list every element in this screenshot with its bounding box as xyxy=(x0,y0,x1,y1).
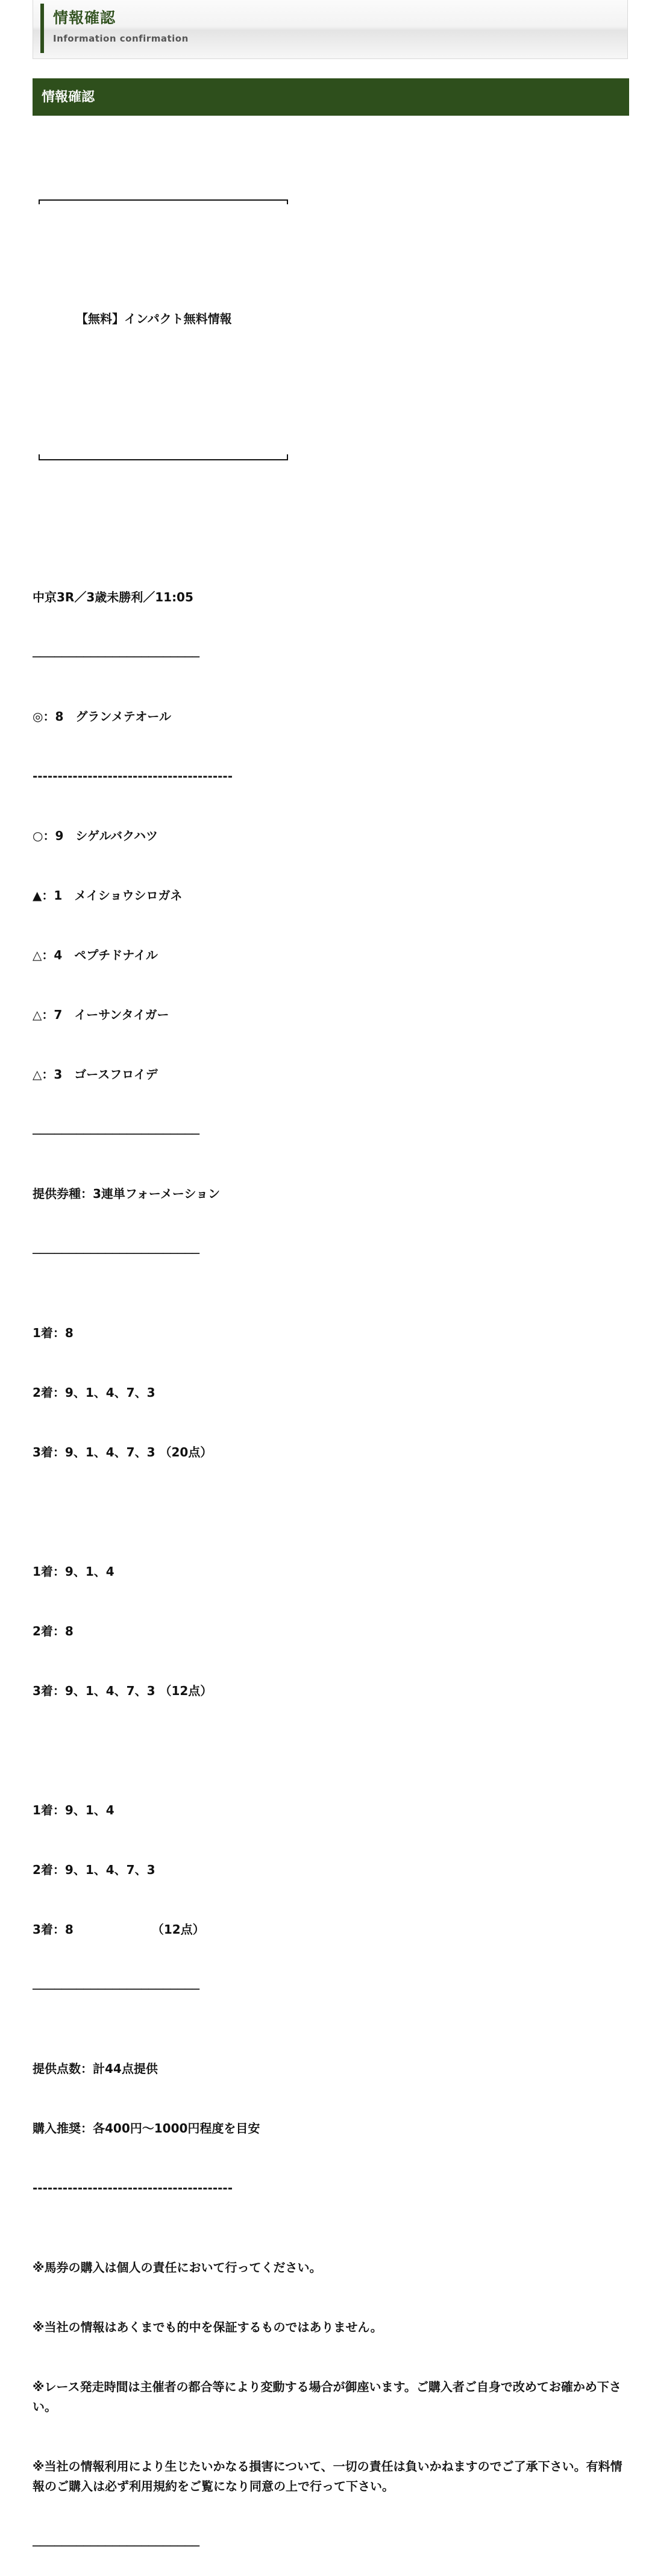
box-top-border xyxy=(33,190,629,210)
mark-line: ▲：1 メイショウシロガネ xyxy=(33,888,183,903)
mark-line: △：3 ゴースフロイデ xyxy=(33,1067,158,1082)
divider: ─────────────────────── xyxy=(33,1246,199,1261)
box-bottom-border xyxy=(33,448,629,468)
mark-line: △：4 ペプチドナイル xyxy=(33,948,158,962)
divider: ─────────────────────── xyxy=(33,2539,199,2553)
disclaimer-note: ※当社の情報利用により生じたいかなる損害について、一切の責任は負いかねますのでご了承下さい。有料情報のご購入は必ず利用規約をご覧になり同意の上で行って下さい。 xyxy=(33,2459,622,2493)
page-header xyxy=(33,0,628,59)
divider: ─────────────────────── xyxy=(33,1982,199,1996)
disclaimer-note: ※レース発走時間は主催者の都合等により変動する場合が御座います。ご購入者ご自身で改めてお確かめ下さい。 xyxy=(33,2380,621,2414)
header-accent-bar xyxy=(40,4,44,53)
formation-line: 2着：9、1、4、7、3 xyxy=(33,1863,155,1877)
page-subtitle: Information confirmation xyxy=(53,33,189,44)
disclaimer-note: ※馬券の購入は個人の責任において行ってください。 xyxy=(33,2260,322,2275)
mark-line: ○：9 シゲルバクハツ xyxy=(33,829,158,843)
formation-line: 3着：9、1、4、7、3 （20点） xyxy=(33,1445,213,1459)
points-total: 提供点数：計44点提供 xyxy=(33,2061,158,2076)
dash-divider: ---------------------------------------- xyxy=(33,2181,233,2195)
divider: ─────────────────────── xyxy=(33,650,199,664)
divider: ─────────────────────── xyxy=(33,1127,199,1141)
formation-line: 2着：9、1、4、7、3 xyxy=(33,1385,155,1400)
formation-line: 3着：8 （12点） xyxy=(33,1922,205,1937)
box-title: 【無料】インパクト無料情報 xyxy=(76,312,232,326)
disclaimer-note: ※当社の情報はあくまでも的中を保証するものではありません。 xyxy=(33,2320,383,2334)
formation-line: 1着：9、1、4 xyxy=(33,1564,114,1579)
page-title: 情報確認 xyxy=(53,9,116,27)
formation-line: 3着：9、1、4、7、3 （12点） xyxy=(33,1684,213,1698)
formation-line: 2着：8 xyxy=(33,1624,74,1638)
honmei-line: ◎：8 グランメテオール xyxy=(33,709,171,724)
section-title: 情報確認 xyxy=(42,90,95,105)
formation-line: 1着：8 xyxy=(33,1326,74,1340)
dash-divider: ---------------------------------------- xyxy=(33,769,233,783)
formation-line: 1着：9、1、4 xyxy=(33,1803,114,1817)
purchase-recommendation: 購入推奨：各400円～1000円程度を目安 xyxy=(33,2121,260,2136)
bet-type: 提供券種：3連単フォーメーション xyxy=(33,1186,221,1201)
race-info: 中京3R／3歳未勝利／11:05 xyxy=(33,590,193,604)
section-heading xyxy=(33,78,629,116)
mark-line: △：7 イーサンタイガー xyxy=(33,1008,169,1022)
info-content xyxy=(33,130,629,2576)
